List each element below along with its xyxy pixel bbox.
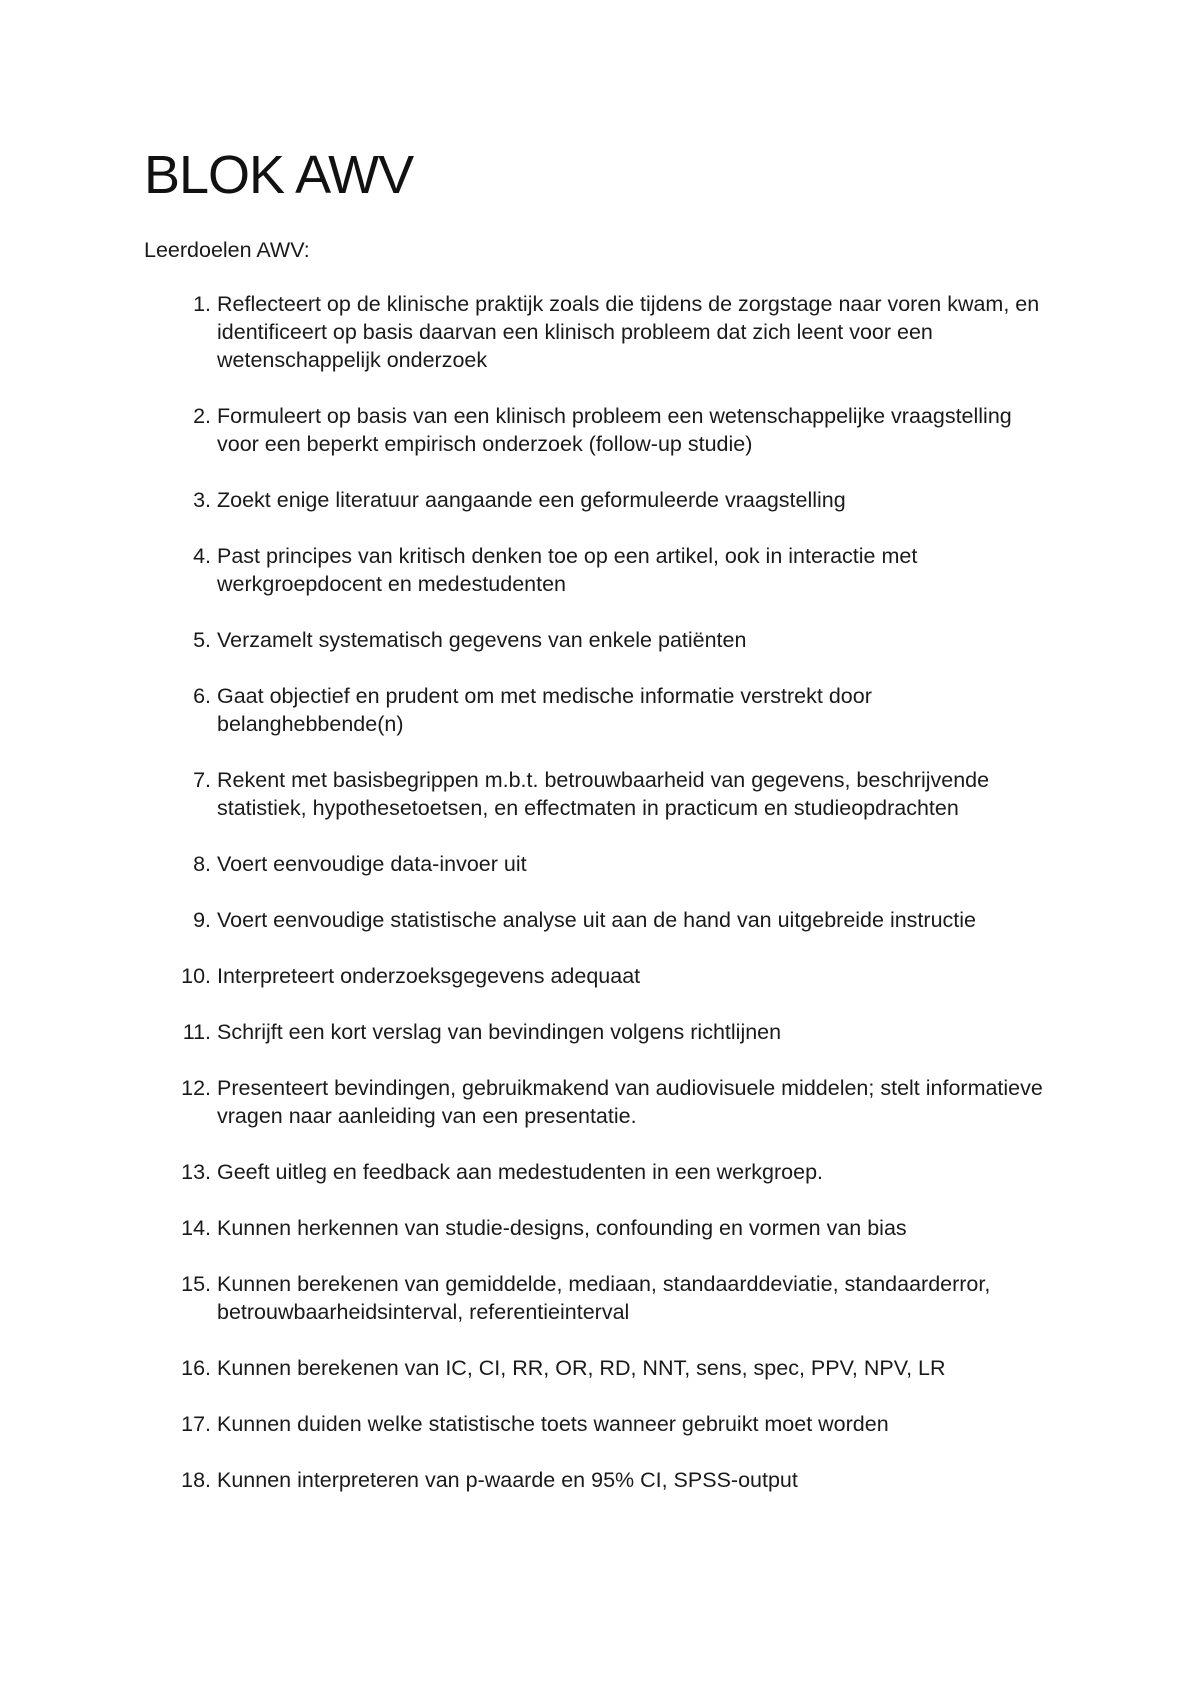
learning-goal-item <box>0 1410 1200 1438</box>
learning-goal-number: 8. <box>193 852 211 876</box>
learning-goal-item <box>0 626 1200 654</box>
learning-goal-item <box>0 1354 1200 1382</box>
learning-goal-text: Zoekt enige literatuur aangaande een geformuleerde vraagstelling <box>217 488 846 512</box>
learning-goal-number: 3. <box>193 488 211 512</box>
learning-goal-text: Past principes van kritisch denken toe op een artikel, ook in interactie met werkgroepdocent en medestudenten <box>217 544 918 596</box>
learning-goal-number: 11. <box>182 1020 211 1044</box>
learning-goal-number: 12. <box>181 1076 211 1100</box>
learning-goal-number: 17. <box>181 1412 211 1436</box>
learning-goal-number: 15. <box>181 1272 211 1296</box>
learning-goal-number: 5. <box>193 628 211 652</box>
learning-goal-item <box>0 962 1200 990</box>
learning-goal-item <box>0 542 1200 598</box>
learning-goals-heading: Leerdoelen AWV: <box>144 238 310 262</box>
learning-goal-number: 18. <box>181 1468 211 1492</box>
learning-goal-number: 1. <box>193 292 211 316</box>
learning-goal-text: Reflecteert op de klinische praktijk zoals die tijdens de zorgstage naar voren kwam, en identificeert op basis daarvan een klinisch probleem dat zich leent voor een wetenschappelijk onderzoek <box>217 292 1040 372</box>
learning-goal-item <box>0 766 1200 822</box>
learning-goal-number: 6. <box>193 684 211 708</box>
learning-goal-text: Schrijft een kort verslag van bevindingen volgens richtlijnen <box>217 1020 782 1044</box>
learning-goal-text: Formuleert op basis van een klinisch probleem een wetenschappelijke vraagstelling voor een beperkt empirisch onderzoek (follow-up studie) <box>217 404 1012 456</box>
learning-goal-text: Kunnen herkennen van studie-designs, confounding en vormen van bias <box>217 1216 907 1240</box>
learning-goal-number: 16. <box>181 1356 211 1380</box>
learning-goal-item <box>0 850 1200 878</box>
learning-goal-item <box>0 1270 1200 1326</box>
learning-goal-text: Verzamelt systematisch gegevens van enkele patiënten <box>217 628 747 652</box>
learning-goal-item <box>0 290 1200 374</box>
learning-goal-text: Rekent met basisbegrippen m.b.t. betrouwbaarheid van gegevens, beschrijvende statistiek, hypothesetoetsen, en effectmaten in practicum en studieopdrachten <box>217 768 990 820</box>
learning-goals-list <box>0 290 1200 1522</box>
learning-goal-text: Presenteert bevindingen, gebruikmakend van audiovisuele middelen; stelt informatieve vragen naar aanleiding van een presentatie. <box>217 1076 1043 1128</box>
learning-goal-item <box>0 1466 1200 1494</box>
learning-goal-item <box>0 1214 1200 1242</box>
learning-goal-item <box>0 1074 1200 1130</box>
learning-goal-text: Interpreteert onderzoeksgegevens adequaat <box>217 964 641 988</box>
learning-goal-item <box>0 1018 1200 1046</box>
learning-goal-number: 7. <box>193 768 211 792</box>
learning-goal-item <box>0 906 1200 934</box>
learning-goal-text: Kunnen interpreteren van p-waarde en 95% CI, SPSS-output <box>217 1468 798 1492</box>
learning-goal-text: Voert eenvoudige statistische analyse uit aan de hand van uitgebreide instructie <box>217 908 976 932</box>
learning-goal-number: 13. <box>181 1160 211 1184</box>
learning-goal-number: 9. <box>193 908 211 932</box>
learning-goal-text: Kunnen berekenen van IC, CI, RR, OR, RD, NNT, sens, spec, PPV, NPV, LR <box>217 1356 946 1380</box>
learning-goal-item <box>0 486 1200 514</box>
learning-goal-number: 4. <box>193 544 211 568</box>
learning-goal-number: 14. <box>181 1216 211 1240</box>
learning-goal-text: Gaat objectief en prudent om met medische informatie verstrekt door belanghebbende(n) <box>217 684 872 736</box>
learning-goal-text: Geeft uitleg en feedback aan medestudenten in een werkgroep. <box>217 1160 823 1184</box>
learning-goal-number: 10. <box>181 964 211 988</box>
learning-goal-text: Kunnen duiden welke statistische toets wanneer gebruikt moet worden <box>217 1412 889 1436</box>
learning-goal-text: Kunnen berekenen van gemiddelde, mediaan, standaarddeviatie, standaarderror, betrouwbaarheidsinterval, referentieinterval <box>217 1272 991 1324</box>
page-title: BLOK AWV <box>144 145 414 205</box>
learning-goal-text: Voert eenvoudige data-invoer uit <box>217 852 527 876</box>
learning-goal-item <box>0 402 1200 458</box>
learning-goal-item <box>0 1158 1200 1186</box>
learning-goal-item <box>0 682 1200 738</box>
learning-goal-number: 2. <box>193 404 211 428</box>
